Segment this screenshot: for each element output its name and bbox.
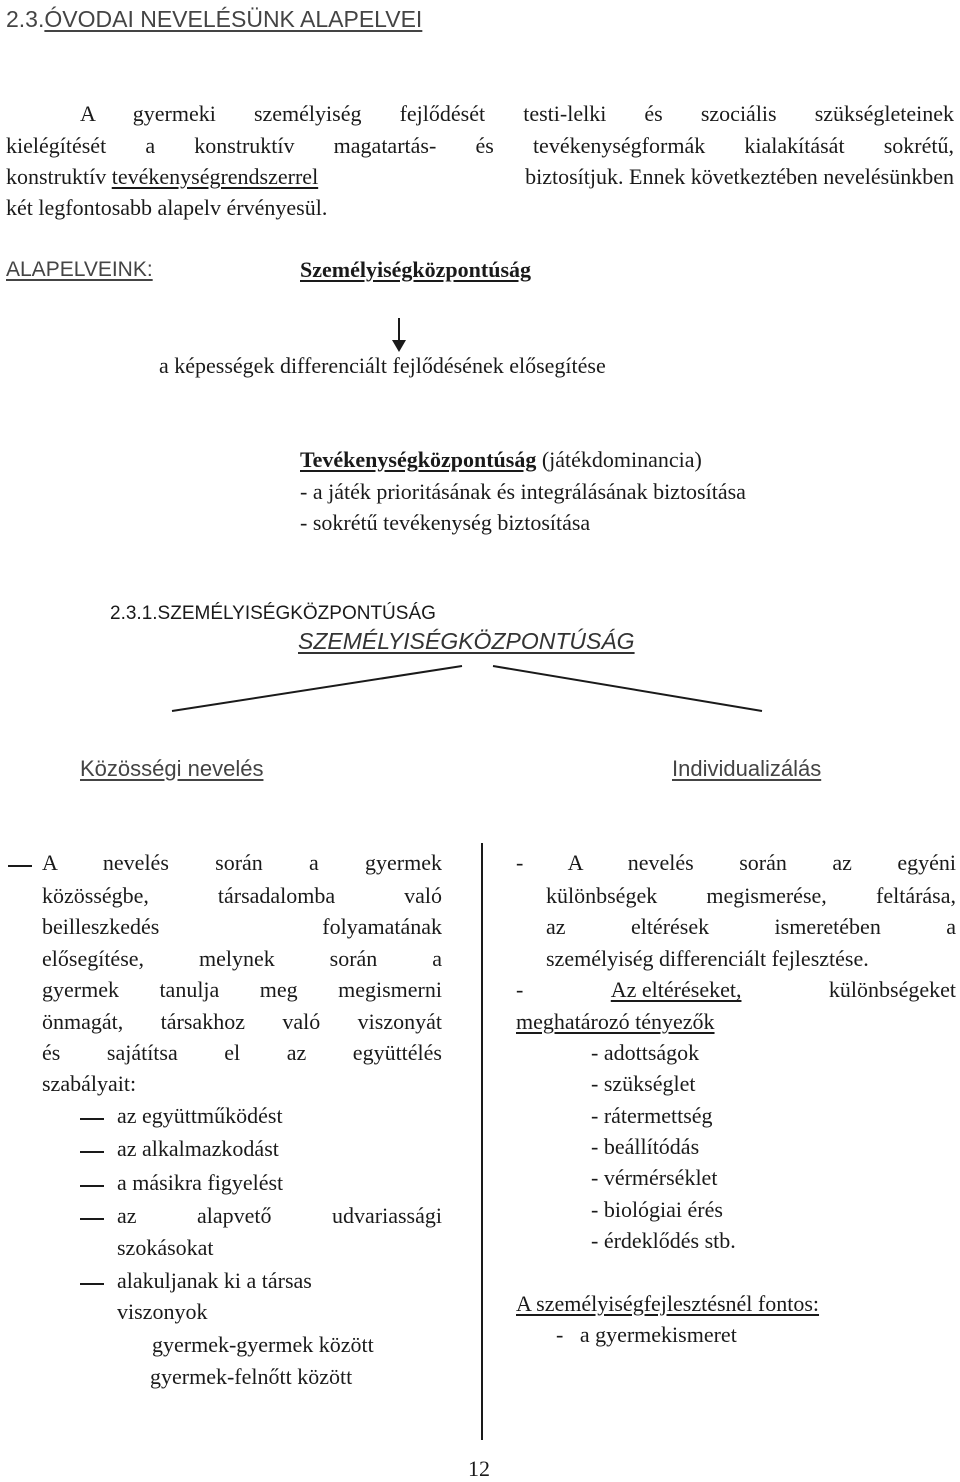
left-list-subitem: gyermek-felnőtt között <box>150 1364 353 1389</box>
left-para-line: és sajátítsa el az együttélés <box>42 1040 442 1065</box>
left-list-item: az alapvető udvariassági <box>117 1203 442 1228</box>
right-para-line: az eltérések ismeretében a <box>546 914 956 939</box>
factor-item: - beállítódás <box>591 1134 700 1159</box>
principle-activity: Tevékenységközpontúság <box>300 447 537 472</box>
left-para-line: A nevelés során a gyermek <box>42 850 442 875</box>
right-para-line: különbségek megismerése, feltárása, <box>546 883 956 908</box>
left-list-item: szokásokat <box>117 1235 214 1260</box>
left-para-line: gyermek tanulja meg megismerni <box>42 977 442 1002</box>
subsection-title: 2.3.1.SZEMÉLYISÉGKÖZPONTÚSÁG <box>110 603 436 624</box>
principle-personality-description: a képességek differenciált fejlődésének elősegítése <box>159 353 606 378</box>
left-para-line: önmagát, társakhoz való viszonyát <box>42 1009 442 1034</box>
principle-personality: Személyiségközpontúság <box>300 257 531 282</box>
down-arrow-icon <box>389 318 409 354</box>
factor-item: - vérmérséklet <box>591 1165 718 1190</box>
intro-line: A gyermeki személyiség fejlődését testi-lelki és szociális szükségleteinek <box>80 101 954 126</box>
intro-link-tevekenysegrendszerrel[interactable]: tevékenységrendszerrel <box>111 164 319 189</box>
dash-bullet-icon <box>80 1151 104 1153</box>
left-para-line: szabályait: <box>42 1071 137 1096</box>
factor-item: - biológiai érés <box>591 1197 723 1222</box>
right-link-tenyezok[interactable]: meghatározó tényezők <box>516 1009 715 1034</box>
principle-activity-item: - sokrétű tevékenység biztosítása <box>300 510 591 535</box>
left-para-line: beilleszkedés folyamatának <box>42 914 442 939</box>
section-header <box>6 6 422 33</box>
left-list-item: az együttműködést <box>117 1103 283 1128</box>
factor-item: - adottságok <box>591 1040 700 1065</box>
dash-bullet-icon <box>80 1185 104 1187</box>
important-item: - a gyermekismeret <box>556 1322 737 1347</box>
intro-text: biztosítjuk. Ennek következtében nevelésünkben <box>525 164 954 189</box>
principles-label: ALAPELVEINK: <box>6 258 153 281</box>
left-list-item: viszonyok <box>117 1299 208 1324</box>
section-title: ÓVODAI NEVELÉSÜNK ALAPELVEI <box>44 6 423 32</box>
factor-item: - érdeklődés stb. <box>591 1228 736 1253</box>
page-number: 12 <box>468 1456 490 1481</box>
left-list-subitem: gyermek-gyermek között <box>152 1332 374 1357</box>
important-title: A személyiségfejlesztésnél fontos: <box>516 1291 820 1316</box>
left-list-item: az alkalmazkodást <box>117 1136 279 1161</box>
factor-item: - szükséglet <box>591 1071 696 1096</box>
principle-activity-paren: (játékdominancia) <box>541 447 702 472</box>
intro-line <box>6 164 954 190</box>
left-column-title: Közösségi nevelés <box>80 756 264 781</box>
dash-bullet-icon <box>80 1218 104 1220</box>
intro-line: két legfontosabb alapelv érvényesül. <box>6 195 328 220</box>
right-dash: - <box>516 977 524 1002</box>
left-para-line: elősegítése, melynek során a <box>42 946 442 971</box>
right-text: különbségeket <box>828 977 956 1002</box>
column-divider <box>481 843 483 1440</box>
right-para2-line <box>516 977 956 1003</box>
dash-bullet-icon <box>80 1118 104 1120</box>
branch-line-right <box>493 666 762 711</box>
left-list-item: a másikra figyelést <box>117 1170 284 1195</box>
dash-bullet-icon <box>80 1283 104 1285</box>
intro-text: konstruktív <box>6 164 107 189</box>
right-para-line: - A nevelés során az egyéni <box>516 850 956 875</box>
principle-activity-line <box>300 447 702 473</box>
intro-line: kielégítését a konstruktív magatartás- és tevékenységformák kialakítását sokrétű, <box>6 133 954 158</box>
left-list-item: alakuljanak ki a társas <box>117 1268 312 1293</box>
branch-line-left <box>172 666 462 711</box>
subsection-heading: SZEMÉLYISÉGKÖZPONTÚSÁG <box>298 628 635 654</box>
left-para-line: közösségbe, társadalomba való <box>42 883 442 908</box>
right-link-elteresek[interactable]: Az eltéréseket, <box>610 977 742 1002</box>
right-column-title: Individualizálás <box>672 756 822 781</box>
right-para-line: személyiség differenciált fejlesztése. <box>546 946 869 971</box>
section-number: 2.3. <box>6 6 45 32</box>
branch-lines <box>0 660 960 720</box>
principle-activity-item: - a játék prioritásának és integrálásának biztosítása <box>300 479 746 504</box>
factor-item: - rátermettség <box>591 1103 713 1128</box>
dash-bullet-icon <box>8 865 32 867</box>
